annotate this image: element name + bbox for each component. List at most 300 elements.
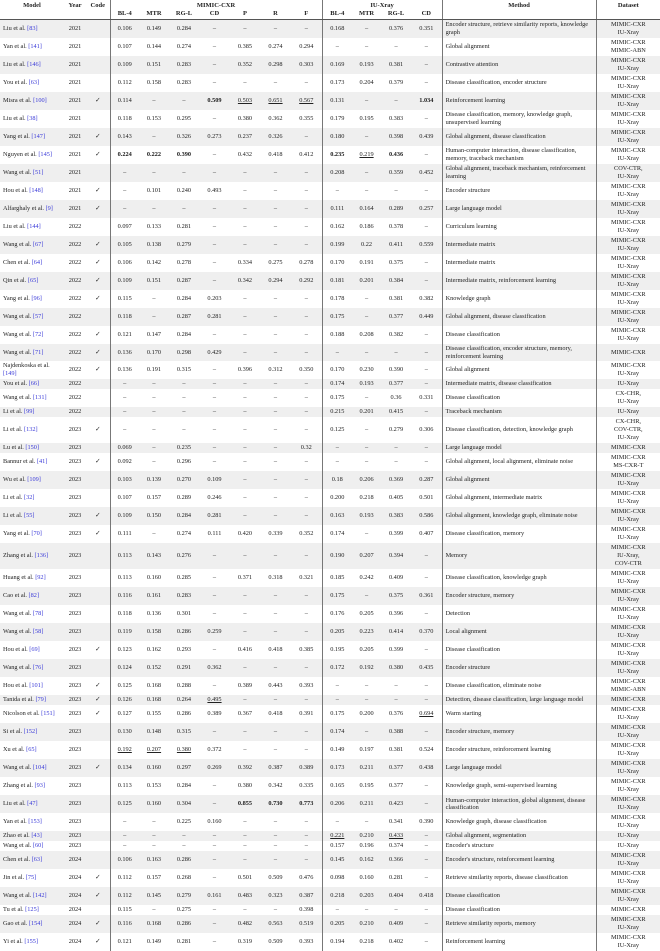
mimic-rg-l-cell: 0.297 [169, 759, 199, 777]
mimic-bl-4-cell: – [110, 200, 139, 218]
citation-link[interactable]: [100] [33, 97, 47, 104]
dataset-line: IU-Xray [598, 896, 660, 904]
table-row [0, 308, 660, 326]
iu-mtr-cell: – [352, 417, 381, 443]
citation-link[interactable]: [47] [27, 800, 38, 807]
mimic-f-cell: 0.393 [291, 933, 322, 951]
citation-link[interactable]: [55] [24, 512, 35, 519]
mimic-rg-l-cell: 0.295 [169, 110, 199, 128]
mimic-mtr-cell: 0.157 [139, 869, 169, 887]
mimic-r-cell: – [260, 200, 291, 218]
citation-link[interactable]: [132] [24, 426, 38, 433]
mimic-bl-4-cell: 0.109 [110, 56, 139, 74]
mimic-f-cell: 0.321 [291, 569, 322, 587]
citation-link[interactable]: [155] [24, 938, 38, 945]
mimic-f-cell: 0.398 [291, 905, 322, 915]
citation-link[interactable]: [63] [32, 856, 43, 863]
method-cell: Disease classification [442, 905, 596, 915]
table-row [0, 525, 660, 543]
table-row [0, 695, 660, 705]
mimic-cd-cell: – [199, 869, 230, 887]
model-cell [0, 417, 64, 443]
table-row [0, 887, 660, 905]
method-cell: Disease classification [442, 641, 596, 659]
iu-bl-4-cell: 0.176 [322, 605, 352, 623]
model-name: Yang et al. [3, 295, 30, 302]
citation-link[interactable]: [150] [25, 444, 39, 451]
dataset-line: IU-Xray [598, 398, 660, 406]
citation-link[interactable]: [153] [28, 818, 42, 825]
mimic-p-cell: 0.483 [230, 887, 260, 905]
checkmark-icon: ✓ [95, 205, 100, 212]
citation-link[interactable]: [63] [29, 79, 40, 86]
year-cell: 2021 [64, 182, 86, 200]
mimic-mtr-cell: – [139, 379, 169, 389]
year-cell: 2023 [64, 587, 86, 605]
citation-link[interactable]: [9] [46, 205, 53, 212]
mimic-p-cell: – [230, 326, 260, 344]
dataset-line: MIMIC-CXR [598, 678, 660, 686]
mimic-p-cell: 0.389 [230, 677, 260, 695]
year-cell: 2023 [64, 641, 86, 659]
iu-bl-4-cell: 0.208 [322, 164, 352, 182]
mimic-rg-l-cell: – [169, 389, 199, 407]
citation-link[interactable]: [92] [35, 574, 46, 581]
code-cell [86, 915, 110, 933]
method-cell: Encoder structure, retrieve similarity reports, knowledge graph [442, 20, 596, 39]
mimic-mtr-cell: 0.158 [139, 74, 169, 92]
mimic-mtr-cell: – [139, 841, 169, 851]
model-name: You et al. [3, 79, 27, 86]
citation-link[interactable]: [72] [33, 331, 44, 338]
citation-link[interactable]: [38] [27, 115, 38, 122]
dataset-cell [596, 841, 660, 851]
mimic-r-cell: 0.563 [260, 915, 291, 933]
mimic-p-cell: – [230, 200, 260, 218]
mimic-cd-cell: – [199, 20, 230, 39]
citation-link[interactable]: [93] [34, 782, 45, 789]
code-cell [86, 200, 110, 218]
mimic-r-cell: – [260, 813, 291, 831]
iu-rg-l-cell: 0.414 [381, 623, 411, 641]
mimic-r-cell: 0.509 [260, 869, 291, 887]
citation-link[interactable]: [57] [33, 313, 44, 320]
mimic-mtr-cell: – [139, 290, 169, 308]
dataset-line: IU-Xray [598, 137, 660, 145]
dataset-cell [596, 915, 660, 933]
citation-link[interactable]: [76] [33, 664, 44, 671]
citation-link[interactable]: [78] [33, 610, 44, 617]
dataset-cell [596, 74, 660, 92]
iu-cd-cell: – [411, 605, 442, 623]
iu-cd-cell: – [411, 453, 442, 471]
dataset-line: CX-CHR, [598, 418, 660, 426]
mimic-r-cell: 0.730 [260, 795, 291, 813]
dataset-line: MIMIC-CXR [598, 57, 660, 65]
mimic-rg-l-cell: 0.284 [169, 290, 199, 308]
mimic-f-cell: 0.389 [291, 759, 322, 777]
mimic-cd-cell: – [199, 254, 230, 272]
iu-bl-4-cell: 0.18 [322, 471, 352, 489]
mimic-r-cell: – [260, 453, 291, 471]
method-cell: Intermediate matrix [442, 236, 596, 254]
model-cell [0, 587, 64, 605]
iu-mtr-cell: 0.193 [352, 379, 381, 389]
year-cell: 2023 [64, 695, 86, 705]
mimic-f-cell: 0.412 [291, 146, 322, 164]
mimic-cd-cell: – [199, 164, 230, 182]
table-row [0, 851, 660, 869]
citation-link[interactable]: [148] [29, 187, 43, 194]
mimic-cd-cell: – [199, 587, 230, 605]
iu-mtr-cell: 0.195 [352, 110, 381, 128]
mimic-mtr-cell: 0.161 [139, 587, 169, 605]
method-cell: Encoder structure, memory [442, 723, 596, 741]
code-cell [86, 110, 110, 128]
dataset-cell [596, 236, 660, 254]
citation-link[interactable]: [146] [27, 61, 41, 68]
table-row [0, 290, 660, 308]
model-name: Li et al. [3, 494, 22, 501]
mimic-cd-cell: – [199, 543, 230, 569]
year-cell: 2023 [64, 841, 86, 851]
iu-cd-cell: 0.382 [411, 290, 442, 308]
method-cell: Global alignment [442, 471, 596, 489]
citation-link[interactable]: [43] [31, 832, 42, 839]
year-cell: 2021 [64, 200, 86, 218]
method-cell: Traceback mechanism [442, 407, 596, 417]
mimic-bl-4-cell: 0.112 [110, 74, 139, 92]
model-cell [0, 344, 64, 361]
citation-link[interactable]: [131] [33, 394, 47, 401]
dataset-line: IU-Xray [598, 804, 660, 812]
iu-bl-4-cell: 0.163 [322, 507, 352, 525]
mimic-bl-4-cell: 0.109 [110, 507, 139, 525]
iu-rg-l-cell: 0.366 [381, 851, 411, 869]
dataset-line: MIMIC-CXR [598, 588, 660, 596]
mimic-f-cell: 0.773 [291, 795, 322, 813]
iu-rg-l-cell: 0.377 [381, 308, 411, 326]
mimic-cd-cell: – [199, 677, 230, 695]
model-cell [0, 905, 64, 915]
iu-mtr-cell: 0.162 [352, 851, 381, 869]
table-row [0, 417, 660, 443]
mimic-mtr-cell: 0.101 [139, 182, 169, 200]
citation-link[interactable]: [145] [38, 151, 52, 158]
iu-cd-cell: – [411, 146, 442, 164]
iu-mtr-cell: – [352, 723, 381, 741]
mimic-p-cell: 0.385 [230, 38, 260, 56]
citation-link[interactable]: [65] [28, 277, 39, 284]
mimic-cd-cell: 0.281 [199, 507, 230, 525]
citation-link[interactable]: [104] [33, 764, 47, 771]
mimic-r-cell: – [260, 20, 291, 39]
header-iu-cd: CD [411, 10, 442, 20]
dataset-line: MIMIC-CXR [598, 147, 660, 155]
mimic-f-cell: 0.294 [291, 38, 322, 56]
dataset-line: IU-Xray [598, 596, 660, 604]
mimic-mtr-cell: 0.160 [139, 795, 169, 813]
mimic-f-cell: – [291, 308, 322, 326]
citation-link[interactable]: [142] [33, 892, 47, 899]
mimic-r-cell: – [260, 659, 291, 677]
citation-link[interactable]: [75] [26, 874, 37, 881]
citation-link[interactable]: [125] [25, 906, 39, 913]
dataset-line: MIMIC-CXR [598, 75, 660, 83]
iu-bl-4-cell: – [322, 813, 352, 831]
model-cell [0, 741, 64, 759]
table-row [0, 623, 660, 641]
mimic-mtr-cell: – [139, 308, 169, 326]
iu-rg-l-cell: – [381, 695, 411, 705]
iu-rg-l-cell: 0.289 [381, 200, 411, 218]
mimic-rg-l-cell: – [169, 417, 199, 443]
citation-link[interactable]: [83] [27, 25, 38, 32]
iu-rg-l-cell: 0.377 [381, 379, 411, 389]
mimic-r-cell: 0.275 [260, 254, 291, 272]
iu-cd-cell: 0.501 [411, 489, 442, 507]
mimic-p-cell: – [230, 218, 260, 236]
model-name: Qin et al. [3, 277, 26, 284]
header-mimic-cd: CD [199, 10, 230, 20]
iu-mtr-cell: – [352, 308, 381, 326]
model-cell [0, 659, 64, 677]
dataset-line: MIMIC-CXR [598, 606, 660, 614]
mimic-p-cell: 0.367 [230, 705, 260, 723]
mimic-f-cell: – [291, 164, 322, 182]
mimic-cd-cell: – [199, 110, 230, 128]
iu-bl-4-cell: 0.175 [322, 308, 352, 326]
dataset-line: MIMIC-CXR [598, 21, 660, 29]
citation-link[interactable]: [154] [29, 920, 43, 927]
citation-link[interactable]: [66] [29, 380, 40, 387]
mimic-cd-cell: – [199, 200, 230, 218]
iu-cd-cell: – [411, 543, 442, 569]
citation-link[interactable]: [79] [35, 696, 46, 703]
citation-link[interactable]: [147] [31, 133, 45, 140]
model-cell [0, 525, 64, 543]
mimic-r-cell: 0.362 [260, 110, 291, 128]
model-name: Wang et al. [3, 610, 31, 617]
citation-link[interactable]: [41] [37, 458, 48, 465]
iu-rg-l-cell: – [381, 905, 411, 915]
year-cell: 2022 [64, 344, 86, 361]
method-cell: Disease classification, encoder structure, memory, reinforcement learning [442, 344, 596, 361]
mimic-r-cell: – [260, 841, 291, 851]
citation-link[interactable]: [69] [29, 646, 40, 653]
header-iu-rg-l: RG-L [381, 10, 411, 20]
mimic-r-cell: – [260, 74, 291, 92]
mimic-bl-4-cell: 0.113 [110, 543, 139, 569]
mimic-mtr-cell: – [139, 128, 169, 146]
mimic-f-cell: 0.567 [291, 92, 322, 110]
mimic-mtr-cell: 0.150 [139, 507, 169, 525]
mimic-r-cell: – [260, 587, 291, 605]
iu-rg-l-cell: 0.377 [381, 759, 411, 777]
mimic-bl-4-cell: – [110, 831, 139, 841]
iu-bl-4-cell: 0.172 [322, 659, 352, 677]
model-name: Alfarghaly et al. [3, 205, 44, 212]
code-cell [86, 677, 110, 695]
mimic-rg-l-cell: 0.275 [169, 905, 199, 915]
checkmark-icon: ✓ [95, 426, 100, 433]
iu-bl-4-cell: 0.157 [322, 841, 352, 851]
model-name: Yan et al. [3, 43, 27, 50]
dataset-line: IU-Xray [598, 173, 660, 181]
dataset-line: IU-Xray [598, 878, 660, 886]
iu-bl-4-cell: 0.111 [322, 200, 352, 218]
mimic-cd-cell: – [199, 272, 230, 290]
method-cell: Global alignment, segmentation [442, 831, 596, 841]
citation-link[interactable]: [64] [32, 259, 43, 266]
citation-link[interactable]: [101] [29, 682, 43, 689]
mimic-r-cell: 0.418 [260, 705, 291, 723]
model-name: Hou et al. [3, 682, 28, 689]
mimic-p-cell: 0.371 [230, 569, 260, 587]
iu-rg-l-cell: – [381, 92, 411, 110]
mimic-bl-4-cell: 0.106 [110, 20, 139, 39]
model-name: Yi et al. [3, 938, 23, 945]
mimic-mtr-cell: – [139, 389, 169, 407]
iu-cd-cell: – [411, 38, 442, 56]
model-name: Najdenkoska et al. [3, 362, 50, 369]
table-row [0, 389, 660, 407]
code-cell [86, 695, 110, 705]
mimic-rg-l-cell: 0.270 [169, 471, 199, 489]
mimic-rg-l-cell: – [169, 407, 199, 417]
dataset-line: MIMIC-ABN [598, 47, 660, 55]
mimic-bl-4-cell: – [110, 813, 139, 831]
mimic-bl-4-cell: 0.124 [110, 659, 139, 677]
mimic-mtr-cell: – [139, 443, 169, 453]
mimic-rg-l-cell: – [169, 831, 199, 841]
citation-link[interactable]: [96] [31, 295, 42, 302]
dataset-line: IU-Xray [598, 650, 660, 658]
table-row [0, 92, 660, 110]
iu-rg-l-cell: 0.388 [381, 723, 411, 741]
citation-link[interactable]: [58] [33, 628, 44, 635]
mimic-cd-cell: – [199, 905, 230, 915]
iu-cd-cell: 0.390 [411, 813, 442, 831]
mimic-f-cell: 0.303 [291, 56, 322, 74]
citation-link[interactable]: [65] [26, 746, 37, 753]
method-cell: Encoder structure, memory [442, 587, 596, 605]
iu-bl-4-cell: 0.188 [322, 326, 352, 344]
citation-link[interactable]: [144] [27, 223, 41, 230]
mimic-mtr-cell: – [139, 407, 169, 417]
iu-bl-4-cell: 0.174 [322, 525, 352, 543]
mimic-r-cell: 0.387 [260, 759, 291, 777]
mimic-r-cell: 0.418 [260, 641, 291, 659]
table-row [0, 164, 660, 182]
model-cell [0, 308, 64, 326]
checkmark-icon: ✓ [95, 259, 100, 266]
method-cell: Global alignment [442, 38, 596, 56]
model-cell [0, 915, 64, 933]
table-row [0, 543, 660, 569]
mimic-f-cell: – [291, 659, 322, 677]
citation-link[interactable]: [151] [41, 710, 55, 717]
citation-link[interactable]: [141] [28, 43, 42, 50]
model-cell [0, 146, 64, 164]
mimic-f-cell: – [291, 741, 322, 759]
iu-rg-l-cell: 0.382 [381, 326, 411, 344]
table-row [0, 56, 660, 74]
header-mimic-rg-l: RG-L [169, 10, 199, 20]
citation-link[interactable]: [51] [33, 169, 44, 176]
iu-rg-l-cell: 0.390 [381, 361, 411, 379]
iu-bl-4-cell: – [322, 453, 352, 471]
model-name: Li et al. [3, 426, 22, 433]
iu-cd-cell: – [411, 182, 442, 200]
citation-link[interactable]: [99] [24, 408, 35, 415]
mimic-bl-4-cell: 0.103 [110, 471, 139, 489]
citation-link[interactable]: [67] [33, 241, 44, 248]
year-cell: 2023 [64, 605, 86, 623]
method-cell: Large language model [442, 200, 596, 218]
checkmark-icon: ✓ [95, 938, 100, 945]
iu-rg-l-cell: 0.375 [381, 587, 411, 605]
code-cell [86, 723, 110, 741]
model-cell [0, 164, 64, 182]
mimic-p-cell: – [230, 164, 260, 182]
citation-link[interactable]: [71] [33, 349, 44, 356]
method-cell: Disease classification, memory, knowledge graph, unsupervised learning [442, 110, 596, 128]
mimic-p-cell: – [230, 851, 260, 869]
citation-link[interactable]: [70] [31, 530, 42, 537]
model-name: Hou et al. [3, 646, 28, 653]
iu-mtr-cell: – [352, 182, 381, 200]
citation-link[interactable]: [149] [3, 370, 17, 377]
citation-link[interactable]: [32] [24, 494, 35, 501]
mimic-cd-cell: 0.362 [199, 659, 230, 677]
iu-bl-4-cell: – [322, 695, 352, 705]
iu-mtr-cell: 0.206 [352, 471, 381, 489]
table-row [0, 74, 660, 92]
citation-link[interactable]: [60] [33, 842, 44, 849]
mimic-f-cell: 0.292 [291, 272, 322, 290]
dataset-cell [596, 741, 660, 759]
citation-link[interactable]: [109] [27, 476, 41, 483]
dataset-line: COV-CTR [598, 560, 660, 568]
model-cell [0, 759, 64, 777]
code-cell [86, 92, 110, 110]
mimic-mtr-cell: – [139, 525, 169, 543]
dataset-line: IU-Xray [598, 668, 660, 676]
citation-link[interactable]: [152] [24, 728, 38, 735]
iu-bl-4-cell: 0.098 [322, 869, 352, 887]
code-cell [86, 587, 110, 605]
citation-link[interactable]: [82] [29, 592, 40, 599]
mimic-r-cell: – [260, 831, 291, 841]
iu-bl-4-cell: – [322, 344, 352, 361]
year-cell: 2022 [64, 308, 86, 326]
table-row [0, 218, 660, 236]
mimic-rg-l-cell: 0.279 [169, 236, 199, 254]
mimic-p-cell: 0.392 [230, 759, 260, 777]
mimic-rg-l-cell: – [169, 200, 199, 218]
method-cell: Detection, disease classification, large language model [442, 695, 596, 705]
iu-bl-4-cell: 0.162 [322, 218, 352, 236]
mimic-f-cell: – [291, 344, 322, 361]
iu-bl-4-cell: 0.125 [322, 417, 352, 443]
model-name: Wang et al. [3, 628, 31, 635]
mimic-bl-4-cell: – [110, 389, 139, 407]
iu-rg-l-cell: 0.398 [381, 128, 411, 146]
model-name: Wang et al. [3, 664, 31, 671]
citation-link[interactable]: [136] [34, 552, 48, 559]
dataset-cell [596, 723, 660, 741]
